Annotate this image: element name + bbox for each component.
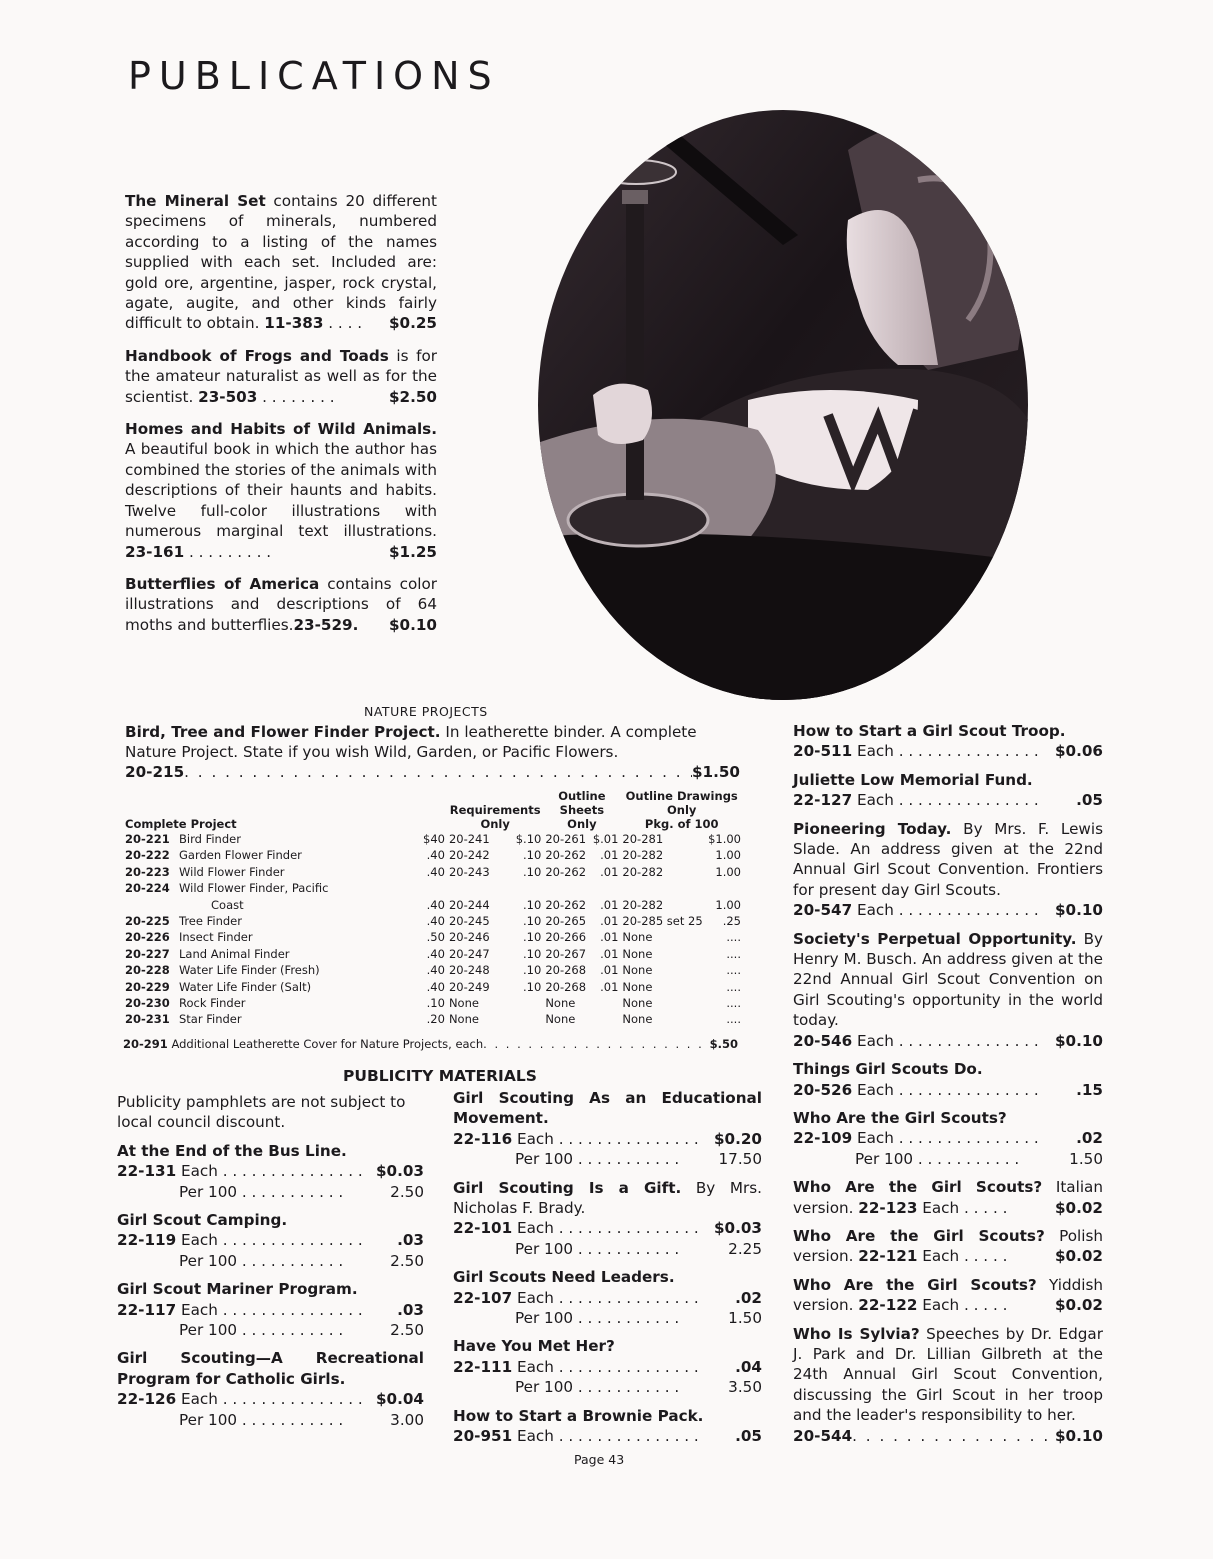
table-row (123, 831, 743, 847)
table-cell-code: 20-223 (125, 864, 170, 879)
table-cell-dc: None (622, 979, 653, 994)
table-cell-dc: None (622, 996, 653, 1011)
list-item: Girl Scouts Need Leaders. 22-107 Each . . . . . . . . . . . . . . . .02 Per 100 . . . . . . . . . . . 1.50 (453, 1268, 762, 1328)
table-cell-oc: 20-268 (545, 963, 587, 978)
table-cell-rc: 20-245 (448, 914, 490, 929)
table-cell-name: Water Life Finder (Salt) (179, 979, 312, 994)
table-cell-op (590, 1011, 621, 1027)
publicity-note: Publicity pamphlets are not subject to local council discount. (117, 1093, 406, 1132)
table-cell-rc: 20-246 (448, 930, 490, 945)
table-cell-price: .40 (426, 946, 445, 961)
table-row (123, 946, 743, 962)
table-cell-rc: 20-247 (448, 946, 490, 961)
table-cell-dp: $1.00 (708, 832, 741, 846)
table-cell-price: .10 (426, 996, 445, 1011)
table-cell-code: 20-230 (125, 996, 170, 1011)
table-cell-op: .01 (600, 963, 619, 978)
table-cell-oc: None (545, 1012, 576, 1027)
table-row (123, 913, 743, 929)
list-item: Girl Scouting Is a Gift. By Mrs. Nicholas F. Brady. 22-101 Each . . . . . . . . . . . . . . . $0.03 Per 100 . . . . . . . . . . . 2.25 (453, 1178, 762, 1258)
table-cell-price: .40 (426, 963, 445, 978)
list-item: At the End of the Bus Line. 22-131 Each . . . . . . . . . . . . . . . $0.03 Per 100 . . . . . . . . . . . 2.50 (117, 1141, 424, 1201)
table-cell-code: 20-228 (125, 963, 170, 978)
list-item: How to Start a Brownie Pack. 20-951 Each . . . . . . . . . . . . . . . .05 (453, 1406, 762, 1446)
table-cell-oc: 20-268 (545, 979, 587, 994)
col-header-outline-sheets: Outline Sheets Only (558, 789, 606, 831)
table-cell-oc: 20-262 (545, 897, 587, 912)
table-cell-name: Insect Finder (179, 930, 253, 945)
table-cell-oc: 20-266 (545, 930, 587, 945)
publicity-column-3 (793, 721, 1103, 1454)
table-cell-op: .01 (600, 864, 619, 879)
table-cell-code: 20-227 (125, 946, 170, 961)
table-cell-name: Coast (211, 897, 244, 912)
list-item: Homes and Habits of Wild Animals. A beautiful book in which the author has combined the stories of the animals with descriptions of their haunts and habits. Twelve full-color illustrations with numerous marginal text illustrations. 23-161 . . . . . . . . . $1.25 (125, 420, 437, 561)
table-cell-name: Rock Finder (179, 996, 246, 1011)
table-cell-code: 20-221 (125, 832, 170, 846)
table-cell-dc: 20-285 set 25 (622, 914, 703, 929)
table-cell-op (590, 995, 621, 1011)
table-cell-code: 20-231 (125, 1012, 170, 1027)
table-cell-dp: .25 (722, 914, 741, 929)
table-cell-dp (706, 880, 743, 896)
table-cell-rc: 20-249 (448, 979, 490, 994)
list-item: Handbook of Frogs and Toads is for the amateur naturalist as well as for the scientist. 23-503 . . . . . . . . $2.50 (125, 346, 437, 406)
table-cell-rc: 20-244 (448, 897, 490, 912)
list-item: Who Are the Girl Scouts? Italian version. 22-123 Each . . . . . $0.02 (793, 1178, 1103, 1217)
list-item: Have You Met Her? 22-111 Each . . . . . . . . . . . . . . . .04 Per 100 . . . . . . . . . . . 3.50 (453, 1337, 762, 1397)
table-cell-dc: 20-281 (622, 832, 664, 846)
table-cell-rp: .10 (523, 963, 542, 978)
table-cell-price: .40 (426, 979, 445, 994)
col-header-project: Complete Project (125, 817, 237, 831)
page-number: Page 43 (574, 1452, 625, 1467)
table-cell-price: .40 (426, 897, 445, 912)
table-cell-op (590, 880, 621, 896)
table-cell-op: $.01 (592, 832, 619, 846)
table-cell-op: .01 (600, 914, 619, 929)
table-cell-code: 20-226 (125, 930, 170, 945)
table-row (123, 1011, 743, 1027)
publicity-column-2 (453, 1088, 762, 1455)
table-cell-rp (505, 1011, 543, 1027)
table-row (123, 962, 743, 978)
page-title: PUBLICATIONS (128, 54, 500, 98)
table-cell-price: .20 (426, 1012, 445, 1027)
table-row (123, 847, 743, 863)
table-cell-rp: .10 (523, 930, 542, 945)
table-cell-name: Water Life Finder (Fresh) (179, 963, 320, 978)
list-item: Girl Scouting As an Educational Movement. 22-116 Each . . . . . . . . . . . . . . . $0.20 Per 100 . . . . . . . . . . . 17.50 (453, 1089, 762, 1169)
table-cell-dc: 20-282 (622, 897, 664, 912)
table-cell-dc: None (622, 946, 653, 961)
list-item: Who Are the Girl Scouts? 22-109 Each . . . . . . . . . . . . . . . .02 Per 100 . . . . . . . . . . . 1.50 (793, 1108, 1103, 1168)
featured-items (125, 191, 437, 647)
table-cell-rc: None (448, 1012, 479, 1027)
nature-projects-table (123, 789, 743, 1028)
table-cell-name: Star Finder (179, 1012, 242, 1027)
table-cell-rp: .10 (523, 864, 542, 879)
list-item: Juliette Low Memorial Fund. 22-127 Each . . . . . . . . . . . . . . . .05 (793, 770, 1103, 810)
table-cell-rp: .10 (523, 914, 542, 929)
table-cell-op: .01 (600, 979, 619, 994)
publicity-column-1 (117, 1092, 424, 1438)
list-item: Girl Scout Mariner Program. 22-117 Each . . . . . . . . . . . . . . . .03 Per 100 . . . . . . . . . . . 2.50 (117, 1280, 424, 1340)
additional-cover-line: 20-291 Additional Leatherette Cover for Nature Projects, each . . . $.50 (123, 1037, 738, 1051)
list-item: Things Girl Scouts Do. 20-526 Each . . . . . . . . . . . . . . . .15 (793, 1060, 1103, 1099)
table-cell-oc: 20-265 (545, 914, 587, 929)
table-cell-name: Wild Flower Finder (179, 864, 285, 879)
table-cell-price: .40 (426, 848, 445, 863)
table-cell-rc: 20-241 (448, 832, 490, 846)
table-cell-rp: $.10 (515, 832, 542, 846)
table-cell-price: .50 (426, 930, 445, 945)
table-cell-code: 20-222 (125, 848, 170, 863)
table-cell-oc: 20-262 (545, 848, 587, 863)
table-cell-dc (620, 880, 705, 896)
table-cell-op: .01 (600, 848, 619, 863)
list-item: Pioneering Today. By Mrs. F. Lewis Slade. An address given at the 22nd Annual Girl Scout Convention. Frontiers for present day Girl Scouts. 20-547 Each . . . . . . . . . . . . . . . $0.10 (793, 819, 1103, 920)
nature-intro: Bird, Tree and Flower Finder Project. In leatherette binder. A complete Nature Project. State if you wish Wild, Garden, or Pacific Flowers. 20-215 . . . $1.50 (125, 722, 740, 782)
table-cell-dp: .... (726, 963, 741, 978)
table-cell-code: 20-229 (125, 979, 170, 994)
table-cell-rc: None (448, 996, 479, 1011)
table-cell-rp (505, 995, 543, 1011)
nature-projects-heading: NATURE PROJECTS (364, 704, 488, 719)
table-cell-rp: .10 (523, 848, 542, 863)
list-item: Girl Scout Camping. 22-119 Each . . . . . . . . . . . . . . . .03 Per 100 . . . . . . . . . . . 2.50 (117, 1211, 424, 1270)
table-cell-dp: 1.00 (715, 864, 741, 879)
table-cell-dc: None (622, 963, 653, 978)
table-cell-op: .01 (600, 897, 619, 912)
telescope-photo (498, 20, 1028, 700)
list-item: Girl Scouting—A Recreational Program for Catholic Girls. 22-126 Each . . . . . . . . . . . . . . . $0.04 Per 100 . . . . . . . . . . . 3.00 (117, 1349, 424, 1429)
table-cell-rp (505, 880, 543, 896)
table-cell-name: Land Animal Finder (179, 946, 290, 961)
list-item: How to Start a Girl Scout Troop. 20-511 Each . . . . . . . . . . . . . . . $0.06 (793, 722, 1103, 761)
table-cell-rp: .10 (523, 897, 542, 912)
list-item: Who Are the Girl Scouts? Yiddish version. 22-122 Each . . . . . $0.02 (793, 1275, 1103, 1315)
list-item: Butterflies of America contains color illustrations and descriptions of 64 moths and butterflies.23-529. $0.10 (125, 574, 437, 634)
col-header-outline-drawings: Outline Drawings Only Pkg. of 100 (625, 789, 738, 831)
table-cell-name: Tree Finder (179, 914, 242, 929)
table-cell-dp: .... (726, 946, 741, 961)
table-cell-price: .40 (426, 914, 445, 929)
table-cell-dc: 20-282 (622, 864, 664, 879)
table-cell-code: 20-224 (125, 881, 170, 896)
table-cell-dp: .... (726, 1012, 741, 1027)
list-item: Society's Perpetual Opportunity. By Henry M. Busch. An address given at the 22nd Annual Girl Scout Convention on Girl Scouting's opportunity in the world today. 20-546 Each . . . . . . . . . . . . . . . $0.10 (793, 929, 1103, 1050)
table-cell-dc: None (622, 1012, 653, 1027)
list-item: Who Is Sylvia? Speeches by Dr. Edgar J. Park and Dr. Lillian Gilbreth at the 24th Annual Girl Scout Convention, discussing the Girl Scout in her troop and the leader's responsibility to her. 20-544 . . . $0.10 (793, 1324, 1103, 1446)
table-cell-code (123, 897, 177, 913)
list-item: Who Are the Girl Scouts? Polish version. 22-121 Each . . . . . $0.02 (793, 1226, 1104, 1266)
table-row (123, 929, 743, 945)
table-cell-oc: None (545, 996, 576, 1011)
table-cell-price: $40 (423, 832, 445, 846)
table-cell-name: Bird Finder (179, 832, 241, 846)
table-row (123, 995, 743, 1011)
col-header-requirements: Requirements Only (449, 803, 541, 831)
table-cell-rp: .10 (523, 946, 542, 961)
table-cell-rc (447, 880, 505, 896)
table-cell-dp: 1.00 (715, 897, 741, 912)
table-cell-oc: 20-267 (545, 946, 587, 961)
table-row (123, 864, 743, 880)
table-row (123, 979, 743, 995)
table-cell-price (421, 880, 447, 896)
table-cell-rp: .10 (523, 979, 542, 994)
table-cell-rc: 20-248 (448, 963, 490, 978)
table-cell-rc: 20-242 (448, 848, 490, 863)
table-row (123, 897, 743, 913)
table-cell-code: 20-225 (125, 914, 170, 929)
table-cell-op: .01 (600, 946, 619, 961)
table-cell-dp: .... (726, 996, 741, 1011)
table-cell-oc (543, 880, 589, 896)
table-row (123, 880, 743, 896)
table-cell-dc: 20-282 (622, 848, 664, 863)
table-cell-oc: 20-261 (545, 832, 587, 846)
publicity-heading: PUBLICITY MATERIALS (343, 1067, 537, 1085)
list-item: The Mineral Set contains 20 different specimens of minerals, numbered according to a listing of the names supplied with each set. Included are: gold ore, argentine, jasper, rock crystal, agate, augite, and other kinds fairly difficult to obtain. 11-383 . . . . $0.25 (125, 192, 437, 333)
table-cell-op: .01 (600, 930, 619, 945)
table-cell-name: Wild Flower Finder, Pacific (179, 881, 329, 896)
table-cell-dp: 1.00 (715, 848, 741, 863)
table-cell-dc: None (622, 930, 653, 945)
table-cell-rc: 20-243 (448, 864, 490, 879)
table-cell-dp: .... (726, 979, 741, 994)
table-cell-dp: .... (726, 930, 741, 945)
table-cell-name: Garden Flower Finder (179, 848, 302, 863)
table-cell-price: .40 (426, 864, 445, 879)
table-cell-oc: 20-262 (545, 864, 587, 879)
